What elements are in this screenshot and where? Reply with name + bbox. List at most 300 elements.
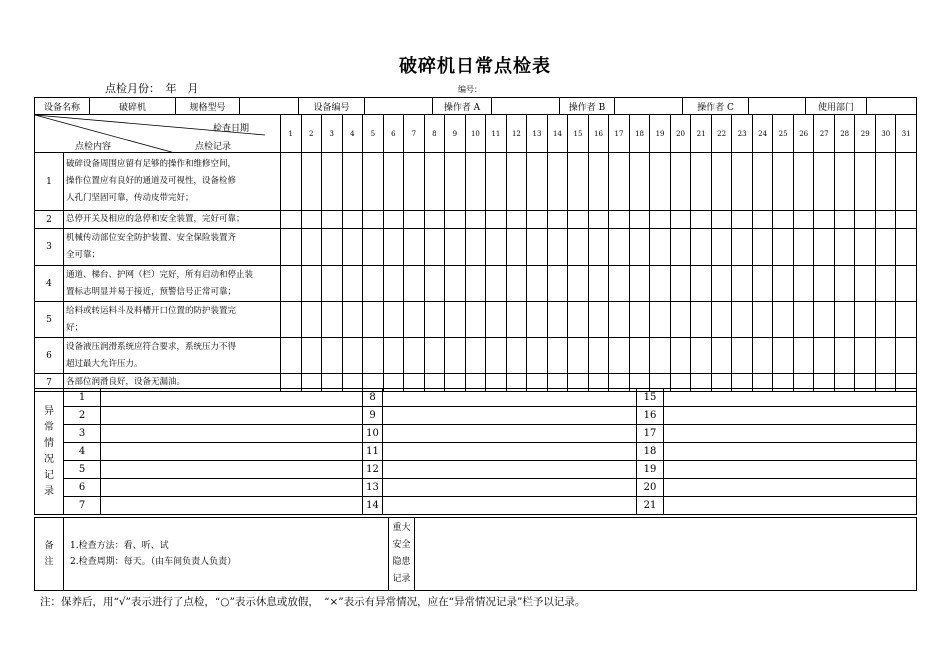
abnormal-number: 15 <box>637 389 664 407</box>
item-content-line: 好； <box>66 322 84 333</box>
day-header: 11 <box>486 115 507 153</box>
check-cell[interactable] <box>609 302 630 338</box>
check-cell[interactable] <box>342 338 363 374</box>
check-cell[interactable] <box>342 266 363 302</box>
check-cell[interactable] <box>527 153 548 211</box>
check-cell[interactable] <box>834 338 855 374</box>
check-cell[interactable] <box>301 302 322 338</box>
check-cell[interactable] <box>834 229 855 266</box>
check-cell[interactable] <box>506 229 527 266</box>
check-cell[interactable] <box>506 302 527 338</box>
check-cell[interactable] <box>281 338 302 374</box>
check-content-label: 点检内容 <box>75 142 112 152</box>
footnote: 注：保养后，用“√”表示进行了点检，“○”表示休息或放假， “×”表示有异常情况，应在“异常情况记录”栏予以记录。 <box>40 596 586 608</box>
item-content <box>64 302 281 338</box>
item-content <box>64 211 281 229</box>
abnormal-entry-field[interactable] <box>383 425 637 443</box>
check-cell[interactable] <box>670 153 691 211</box>
check-cell[interactable] <box>855 266 876 302</box>
day-header: 10 <box>465 115 486 153</box>
inspection-row <box>35 266 917 302</box>
check-cell[interactable] <box>773 153 794 211</box>
check-cell[interactable] <box>711 153 732 211</box>
check-cell[interactable] <box>568 229 589 266</box>
check-cell[interactable] <box>281 302 302 338</box>
check-cell[interactable] <box>732 229 753 266</box>
check-cell[interactable] <box>793 338 814 374</box>
check-cell[interactable] <box>629 211 650 229</box>
day-header: 15 <box>568 115 589 153</box>
item-number: 3 <box>35 229 64 266</box>
check-cell[interactable] <box>650 338 671 374</box>
abnormal-entry-field[interactable] <box>664 407 917 425</box>
check-cell[interactable] <box>322 211 343 229</box>
hazard-record-label <box>389 518 415 591</box>
equipment-info-table <box>34 97 917 115</box>
check-cell[interactable] <box>506 153 527 211</box>
item-content-line: 全可靠； <box>66 250 101 260</box>
check-cell[interactable] <box>301 153 322 211</box>
check-cell[interactable] <box>322 266 343 302</box>
check-cell[interactable] <box>342 211 363 229</box>
abnormal-entry-field[interactable] <box>664 389 917 407</box>
check-cell[interactable] <box>711 211 732 229</box>
abnormal-number: 16 <box>637 407 664 425</box>
check-cell[interactable] <box>506 338 527 374</box>
check-cell[interactable] <box>609 153 630 211</box>
check-cell[interactable] <box>506 266 527 302</box>
notes-label <box>35 518 64 591</box>
check-cell[interactable] <box>568 211 589 229</box>
check-cell[interactable] <box>445 211 466 229</box>
check-cell[interactable] <box>629 266 650 302</box>
check-cell[interactable] <box>486 338 507 374</box>
check-cell[interactable] <box>527 338 548 374</box>
check-cell[interactable] <box>588 266 609 302</box>
check-cell[interactable] <box>855 338 876 374</box>
check-cell[interactable] <box>404 229 425 266</box>
check-cell[interactable] <box>588 153 609 211</box>
check-cell[interactable] <box>424 153 445 211</box>
grid-corner-header <box>35 115 281 153</box>
day-header: 25 <box>773 115 794 153</box>
check-cell[interactable] <box>424 266 445 302</box>
check-cell[interactable] <box>383 266 404 302</box>
check-cell[interactable] <box>752 302 773 338</box>
check-cell[interactable] <box>793 211 814 229</box>
abnormal-number: 8 <box>363 389 383 407</box>
check-cell[interactable] <box>650 302 671 338</box>
day-header: 2 <box>301 115 322 153</box>
check-cell[interactable] <box>752 153 773 211</box>
check-cell[interactable] <box>301 211 322 229</box>
check-cell[interactable] <box>527 266 548 302</box>
check-cell[interactable] <box>547 153 568 211</box>
abnormal-row <box>35 389 917 407</box>
check-cell[interactable] <box>896 229 917 266</box>
check-cell[interactable] <box>773 302 794 338</box>
check-cell[interactable] <box>732 338 753 374</box>
check-cell[interactable] <box>465 302 486 338</box>
check-cell[interactable] <box>486 302 507 338</box>
check-cell[interactable] <box>834 266 855 302</box>
check-cell[interactable] <box>752 229 773 266</box>
check-cell[interactable] <box>342 153 363 211</box>
check-cell[interactable] <box>568 153 589 211</box>
abnormal-entry-field[interactable] <box>101 389 363 407</box>
check-cell[interactable] <box>691 211 712 229</box>
day-header: 30 <box>875 115 896 153</box>
check-cell[interactable] <box>711 302 732 338</box>
check-cell[interactable] <box>404 266 425 302</box>
check-cell[interactable] <box>834 211 855 229</box>
item-number: 7 <box>35 374 64 392</box>
abnormal-number: 9 <box>363 407 383 425</box>
item-content-line: 给料或转运料斗及料槽开口位置的防护装置完 <box>66 305 237 316</box>
check-cell[interactable] <box>322 229 343 266</box>
equipment-name-value[interactable]: 破碎机 <box>90 98 176 115</box>
check-cell[interactable] <box>588 338 609 374</box>
check-cell[interactable] <box>342 302 363 338</box>
check-cell[interactable] <box>424 338 445 374</box>
check-cell[interactable] <box>875 302 896 338</box>
item-content-line: 人孔门坚固可靠，传动皮带完好； <box>66 193 194 203</box>
check-cell[interactable] <box>875 266 896 302</box>
check-cell[interactable] <box>445 338 466 374</box>
day-header: 7 <box>404 115 425 153</box>
inspection-row <box>35 153 917 211</box>
item-content-line: 总停开关及相应的急停和安全装置，完好可靠； <box>66 214 245 224</box>
check-cell[interactable] <box>281 211 302 229</box>
check-cell[interactable] <box>650 211 671 229</box>
check-cell[interactable] <box>486 153 507 211</box>
hazard-label-char: 记录 <box>392 574 411 584</box>
abnormal-number: 2 <box>64 407 101 425</box>
check-cell[interactable] <box>383 153 404 211</box>
check-cell[interactable] <box>629 302 650 338</box>
abnormal-entry-field[interactable] <box>101 479 363 497</box>
notes-content <box>64 518 389 591</box>
check-cell[interactable] <box>322 153 343 211</box>
day-header: 14 <box>547 115 568 153</box>
check-cell[interactable] <box>383 302 404 338</box>
check-cell[interactable] <box>896 153 917 211</box>
inspection-row <box>35 302 917 338</box>
check-cell[interactable] <box>404 211 425 229</box>
abnormal-entry-field[interactable] <box>383 497 637 515</box>
check-cell[interactable] <box>855 153 876 211</box>
spec-model-label: 规格型号 <box>176 98 240 115</box>
check-cell[interactable] <box>896 302 917 338</box>
check-cell[interactable] <box>752 211 773 229</box>
day-header: 1 <box>281 115 302 153</box>
item-number: 5 <box>35 302 64 338</box>
check-cell[interactable] <box>588 302 609 338</box>
check-cell[interactable] <box>629 153 650 211</box>
operator-b-label: 操作者 B <box>560 98 615 115</box>
abnormal-entry-field[interactable] <box>383 443 637 461</box>
equipment-number-label: 设备编号 <box>299 98 365 115</box>
check-cell[interactable] <box>568 338 589 374</box>
operator-c-field[interactable] <box>749 98 806 115</box>
check-cell[interactable] <box>281 153 302 211</box>
department-field[interactable] <box>867 98 917 115</box>
check-cell[interactable] <box>711 266 732 302</box>
abnormal-row <box>35 407 917 425</box>
item-content-line: 通道、梯台、护网（栏）完好，所有启动和停止装 <box>66 269 254 280</box>
check-cell[interactable] <box>855 302 876 338</box>
abnormal-entry-field[interactable] <box>101 443 363 461</box>
day-header: 16 <box>588 115 609 153</box>
check-cell[interactable] <box>486 229 507 266</box>
operator-b-field[interactable] <box>615 98 683 115</box>
check-cell[interactable] <box>670 211 691 229</box>
check-cell[interactable] <box>629 229 650 266</box>
check-cell[interactable] <box>691 153 712 211</box>
abnormal-number: 13 <box>363 479 383 497</box>
check-cell[interactable] <box>547 338 568 374</box>
check-cell[interactable] <box>650 153 671 211</box>
inspection-row <box>35 229 917 266</box>
check-cell[interactable] <box>568 302 589 338</box>
day-header: 26 <box>793 115 814 153</box>
check-cell[interactable] <box>691 302 712 338</box>
department-label: 使用部门 <box>806 98 867 115</box>
check-cell[interactable] <box>814 302 835 338</box>
check-cell[interactable] <box>465 153 486 211</box>
operator-c-label: 操作者 C <box>683 98 749 115</box>
check-cell[interactable] <box>281 229 302 266</box>
check-cell[interactable] <box>814 266 835 302</box>
check-cell[interactable] <box>301 229 322 266</box>
day-header: 17 <box>609 115 630 153</box>
check-cell[interactable] <box>670 266 691 302</box>
check-cell[interactable] <box>793 266 814 302</box>
day-header: 24 <box>752 115 773 153</box>
item-content <box>64 266 281 302</box>
check-cell[interactable] <box>424 229 445 266</box>
check-cell[interactable] <box>875 153 896 211</box>
check-cell[interactable] <box>609 338 630 374</box>
check-cell[interactable] <box>609 211 630 229</box>
abnormal-number: 14 <box>363 497 383 515</box>
item-content-line: 置标志明显并易于接近，预警信号正常可靠； <box>66 286 237 297</box>
abnormal-entry-field[interactable] <box>101 425 363 443</box>
check-cell[interactable] <box>424 302 445 338</box>
abnormal-entry-field[interactable] <box>664 443 917 461</box>
check-cell[interactable] <box>445 229 466 266</box>
item-content-line: 破碎设备周围应留有足够的操作和维修空间， <box>66 159 237 169</box>
check-cell[interactable] <box>855 229 876 266</box>
check-cell[interactable] <box>834 153 855 211</box>
check-cell[interactable] <box>834 302 855 338</box>
check-cell[interactable] <box>465 338 486 374</box>
check-cell[interactable] <box>814 211 835 229</box>
check-cell[interactable] <box>732 302 753 338</box>
check-cell[interactable] <box>670 338 691 374</box>
abnormal-entry-field[interactable] <box>664 497 917 515</box>
check-cell[interactable] <box>793 229 814 266</box>
check-cell[interactable] <box>281 266 302 302</box>
check-cell[interactable] <box>465 266 486 302</box>
check-cell[interactable] <box>322 338 343 374</box>
check-cell[interactable] <box>322 302 343 338</box>
check-cell[interactable] <box>301 338 322 374</box>
abnormal-entry-field[interactable] <box>383 407 637 425</box>
check-cell[interactable] <box>486 211 507 229</box>
check-cell[interactable] <box>875 229 896 266</box>
check-cell[interactable] <box>404 338 425 374</box>
check-cell[interactable] <box>445 302 466 338</box>
abnormal-label-char: 记 <box>44 469 54 481</box>
check-cell[interactable] <box>363 338 384 374</box>
check-cell[interactable] <box>752 266 773 302</box>
check-record-label: 点检记录 <box>195 142 232 152</box>
operator-a-label: 操作者 A <box>433 98 492 115</box>
check-cell[interactable] <box>814 338 835 374</box>
day-header: 8 <box>424 115 445 153</box>
day-header: 27 <box>814 115 835 153</box>
abnormal-label-char: 录 <box>44 485 54 497</box>
check-cell[interactable] <box>363 302 384 338</box>
check-cell[interactable] <box>547 266 568 302</box>
hazard-label-char: 安全 <box>392 540 411 550</box>
abnormal-number: 10 <box>363 425 383 443</box>
check-cell[interactable] <box>814 153 835 211</box>
check-cell[interactable] <box>711 229 732 266</box>
check-cell[interactable] <box>301 266 322 302</box>
check-cell[interactable] <box>568 266 589 302</box>
check-cell[interactable] <box>773 211 794 229</box>
abnormal-entry-field[interactable] <box>101 407 363 425</box>
abnormal-entry-field[interactable] <box>383 461 637 479</box>
item-content-line: 超过最大允许压力。 <box>66 358 143 369</box>
check-cell[interactable] <box>404 153 425 211</box>
abnormal-number: 20 <box>637 479 664 497</box>
check-cell[interactable] <box>465 211 486 229</box>
day-header: 23 <box>732 115 753 153</box>
check-cell[interactable] <box>711 338 732 374</box>
item-number: 2 <box>35 211 64 229</box>
check-cell[interactable] <box>732 266 753 302</box>
check-cell[interactable] <box>363 153 384 211</box>
equipment-number-field[interactable] <box>365 98 433 115</box>
check-cell[interactable] <box>547 229 568 266</box>
check-cell[interactable] <box>691 266 712 302</box>
check-cell[interactable] <box>465 229 486 266</box>
check-cell[interactable] <box>363 211 384 229</box>
hazard-label-char: 隐患 <box>392 557 411 567</box>
abnormal-entry-field[interactable] <box>101 461 363 479</box>
abnormal-label-char: 异 <box>44 405 54 417</box>
abnormal-entry-field[interactable] <box>101 497 363 515</box>
operator-a-field[interactable] <box>492 98 560 115</box>
check-cell[interactable] <box>404 302 425 338</box>
abnormal-row <box>35 443 917 461</box>
item-content <box>64 229 281 266</box>
check-cell[interactable] <box>588 211 609 229</box>
check-cell[interactable] <box>670 302 691 338</box>
item-content-line: 设备液压润滑系统应符合要求，系统压力不得 <box>66 341 237 352</box>
abnormal-row <box>35 461 917 479</box>
check-cell[interactable] <box>547 211 568 229</box>
check-cell[interactable] <box>896 211 917 229</box>
check-cell[interactable] <box>609 229 630 266</box>
abnormal-number: 3 <box>64 425 101 443</box>
day-header: 5 <box>363 115 384 153</box>
abnormal-entry-field[interactable] <box>383 389 637 407</box>
abnormal-number: 7 <box>64 497 101 515</box>
check-cell[interactable] <box>342 229 363 266</box>
day-header: 22 <box>711 115 732 153</box>
check-cell[interactable] <box>814 229 835 266</box>
check-cell[interactable] <box>547 302 568 338</box>
check-cell[interactable] <box>691 338 712 374</box>
check-cell[interactable] <box>752 338 773 374</box>
hazard-label-char: 重大 <box>392 523 411 533</box>
check-cell[interactable] <box>445 266 466 302</box>
check-cell[interactable] <box>691 229 712 266</box>
check-cell[interactable] <box>527 302 548 338</box>
check-cell[interactable] <box>793 302 814 338</box>
check-cell[interactable] <box>732 211 753 229</box>
page-title: 破碎机日常点检表 <box>399 56 551 77</box>
check-cell[interactable] <box>588 229 609 266</box>
check-cell[interactable] <box>527 211 548 229</box>
check-cell[interactable] <box>896 338 917 374</box>
check-cell[interactable] <box>793 153 814 211</box>
abnormal-entry-field[interactable] <box>664 461 917 479</box>
check-cell[interactable] <box>875 211 896 229</box>
check-cell[interactable] <box>383 211 404 229</box>
check-cell[interactable] <box>486 266 507 302</box>
abnormal-entry-field[interactable] <box>383 479 637 497</box>
check-cell[interactable] <box>670 229 691 266</box>
check-cell[interactable] <box>363 229 384 266</box>
notes-cycle: 2.检查周期：每天。（由车间负责人负责） <box>70 557 237 567</box>
check-cell[interactable] <box>896 266 917 302</box>
check-cell[interactable] <box>445 153 466 211</box>
abnormal-entry-field[interactable] <box>664 479 917 497</box>
spec-model-field[interactable] <box>240 98 299 115</box>
check-cell[interactable] <box>875 338 896 374</box>
abnormal-entry-field[interactable] <box>664 425 917 443</box>
check-cell[interactable] <box>773 338 794 374</box>
check-cell[interactable] <box>527 229 548 266</box>
check-cell[interactable] <box>363 266 384 302</box>
check-cell[interactable] <box>383 229 404 266</box>
abnormal-label-char: 况 <box>44 453 54 465</box>
check-cell[interactable] <box>732 153 753 211</box>
check-cell[interactable] <box>650 266 671 302</box>
check-cell[interactable] <box>609 266 630 302</box>
check-cell[interactable] <box>383 338 404 374</box>
abnormal-label-char: 常 <box>44 421 54 433</box>
check-cell[interactable] <box>506 211 527 229</box>
abnormal-number: 17 <box>637 425 664 443</box>
check-cell[interactable] <box>629 338 650 374</box>
hazard-record-field[interactable] <box>415 518 917 591</box>
check-cell[interactable] <box>424 211 445 229</box>
item-content <box>64 153 281 211</box>
day-header: 21 <box>691 115 712 153</box>
item-number: 1 <box>35 153 64 211</box>
check-cell[interactable] <box>855 211 876 229</box>
check-cell[interactable] <box>773 266 794 302</box>
check-cell[interactable] <box>773 229 794 266</box>
day-header: 20 <box>670 115 691 153</box>
check-cell[interactable] <box>650 229 671 266</box>
